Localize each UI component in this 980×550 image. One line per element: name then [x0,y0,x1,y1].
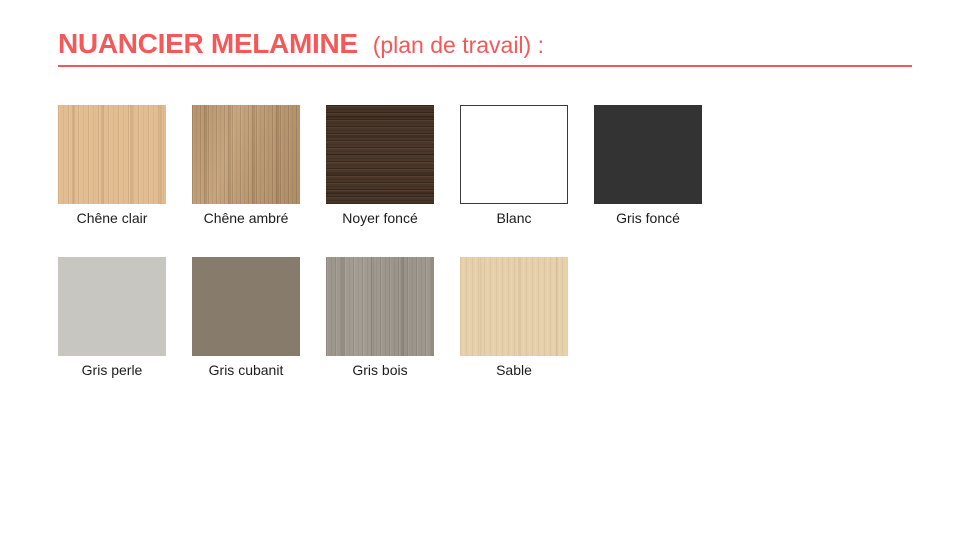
swatch-blanc [460,105,568,226]
swatch-gris-perle-label: Gris perle [81,362,143,378]
swatch-noyer-fonce-chip [326,105,434,204]
swatch-sable [460,257,568,378]
swatch-gris-bois-label: Gris bois [352,362,408,378]
swatch-row-2 [58,257,980,378]
swatch-chene-clair [58,105,166,226]
page-title-suffix: (plan de travail) : [372,32,544,58]
swatch-chene-clair-label: Chêne clair [76,210,148,226]
swatch-gris-cubanit-label: Gris cubanit [208,362,284,378]
swatch-gris-perle [58,257,166,378]
swatch-gris-cubanit-chip [192,257,300,356]
swatch-noyer-fonce [326,105,434,226]
swatch-noyer-fonce-label: Noyer foncé [342,210,418,226]
title-underline [58,65,912,67]
swatch-blanc-label: Blanc [496,210,532,226]
swatch-gris-cubanit [192,257,300,378]
swatch-gris-bois [326,257,434,378]
swatch-gris-fonce-chip [594,105,702,204]
swatch-row-1 [58,105,980,226]
swatch-grid [58,105,980,378]
swatch-chene-ambre-chip [192,105,300,204]
swatch-gris-perle-chip [58,257,166,356]
page-title [58,26,980,61]
swatch-gris-bois-chip [326,257,434,356]
swatch-chene-ambre [192,105,300,226]
swatch-chene-ambre-label: Chêne ambré [203,210,289,226]
swatch-gris-fonce-label: Gris foncé [616,210,680,226]
swatch-sable-label: Sable [496,362,532,378]
swatch-blanc-chip [460,105,568,204]
swatch-chene-clair-chip [58,105,166,204]
swatch-sable-chip [460,257,568,356]
swatch-gris-fonce [594,105,702,226]
page-title-main: NUANCIER MELAMINE [58,28,358,59]
